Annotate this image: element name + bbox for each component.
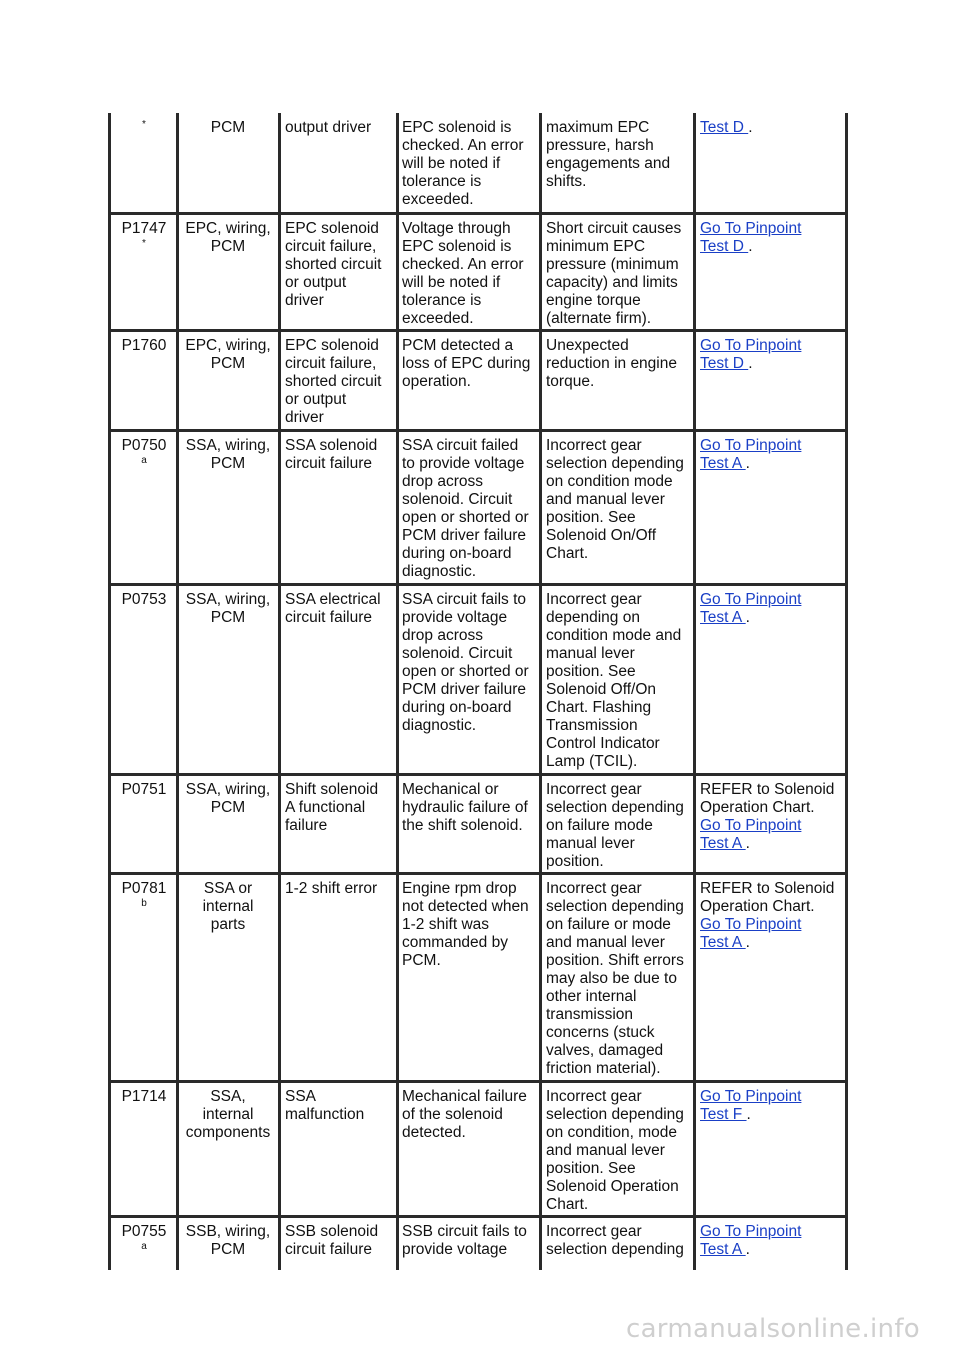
symptom-cell: Incorrect gear selection depending on condition mode and manual lever position. See Solenoid On/Off Chart.	[546, 437, 684, 562]
action-text: REFER to Solenoid Operation Chart.	[700, 781, 835, 816]
grid-vline	[539, 113, 542, 1270]
dtc-code-cell: P1747 *	[112, 220, 176, 250]
condition-cell: 1-2 shift error	[285, 880, 378, 897]
condition-cell: EPC solenoid circuit failure, shorted circuit or output driver	[285, 220, 382, 309]
condition-cell: output driver	[285, 119, 372, 136]
action-text: REFER to Solenoid Operation Chart.	[700, 880, 835, 915]
action-cell: Go To Pinpoint Test D .	[700, 220, 802, 255]
pinpoint-test-link[interactable]: Test D	[700, 355, 749, 372]
pinpoint-link[interactable]: Go To Pinpoint	[700, 337, 802, 354]
footnote-marker: b	[141, 898, 147, 909]
grid-vline	[693, 113, 696, 1270]
description-cell: Voltage through EPC solenoid is checked. An error will be noted if tolerance is exceeded.	[402, 220, 524, 327]
action-cell: Go To Pinpoint Test A .	[700, 1223, 802, 1258]
pinpoint-link[interactable]: Go To Pinpoint	[700, 916, 802, 933]
grid-hline	[108, 429, 848, 432]
footnote-marker: a	[141, 455, 147, 466]
component-cell: SSB, wiring, PCM	[185, 1223, 271, 1258]
description-cell: Mechanical failure of the solenoid detected.	[402, 1088, 527, 1141]
watermark: carmanualsonline.info	[625, 1314, 920, 1344]
component-cell: SSA, internal components	[185, 1088, 271, 1141]
pinpoint-test-link[interactable]: Test A	[700, 455, 746, 472]
pinpoint-test-link[interactable]: Test A	[700, 934, 746, 951]
description-cell: SSA circuit fails to provide voltage drop across solenoid. Circuit open or shorted or PCM driver failure during on-board diagnostic.	[402, 591, 529, 734]
dtc-code-cell: P0753	[121, 591, 167, 608]
component-cell: SSA, wiring, PCM	[185, 781, 271, 816]
dtc-code-cell: P0751	[121, 781, 167, 798]
pinpoint-link[interactable]: Go To Pinpoint	[700, 591, 802, 608]
action-cell: Go To Pinpoint Test A .	[700, 437, 802, 472]
action-cell: Go To Pinpoint Test A .	[700, 591, 802, 626]
pinpoint-test-link[interactable]: Test D	[700, 119, 749, 136]
action-cell: Go To Pinpoint Test F .	[700, 1088, 802, 1123]
dtc-code-cell: P0750 a	[112, 437, 176, 467]
dtc-code-cell: P1760	[121, 337, 167, 354]
dtc-code-cell: P0781 b	[112, 880, 176, 910]
pinpoint-link[interactable]: Go To Pinpoint	[700, 1223, 802, 1240]
grid-hline	[108, 583, 848, 586]
grid-hline	[108, 212, 848, 215]
pinpoint-link[interactable]: Go To Pinpoint	[700, 220, 802, 237]
component-cell: SSA, wiring, PCM	[185, 437, 271, 472]
pinpoint-test-link[interactable]: Test A	[700, 1241, 746, 1258]
condition-cell: SSA malfunction	[285, 1088, 365, 1123]
grid-vline	[278, 113, 281, 1270]
action-cell: REFER to Solenoid Operation Chart. Go To Pinpoint Test A .	[700, 781, 835, 852]
footnote-marker: *	[142, 119, 146, 130]
condition-cell: EPC solenoid circuit failure, shorted circuit or output driver	[285, 337, 382, 426]
symptom-cell: Incorrect gear selection depending on failure or mode and manual lever position. Shift errors may also be due to other internal transmission concerns (stuck valves, damaged friction material).	[546, 880, 684, 1077]
action-cell: Test D .	[700, 119, 753, 136]
symptom-cell: Incorrect gear depending on condition mode and manual lever position. See Solenoid Off/On Chart. Flashing Transmission Control Indicator Lamp (TCIL).	[546, 591, 682, 770]
dtc-code-cell	[112, 119, 176, 131]
description-cell: SSB circuit fails to provide voltage	[402, 1223, 527, 1258]
grid-hline	[108, 1215, 848, 1218]
symptom-cell: maximum EPC pressure, harsh engagements and shifts.	[546, 119, 671, 190]
pinpoint-test-link[interactable]: Test A	[700, 835, 746, 852]
pinpoint-test-link[interactable]: Test F	[700, 1106, 747, 1123]
grid-vline	[845, 113, 848, 1270]
action-cell: REFER to Solenoid Operation Chart. Go To Pinpoint Test A .	[700, 880, 835, 951]
grid-vline	[176, 113, 179, 1270]
grid-hline	[108, 773, 848, 776]
grid-vline	[396, 113, 399, 1270]
grid-hline	[108, 872, 848, 875]
footnote-marker: a	[141, 1241, 147, 1252]
grid-hline	[108, 1080, 848, 1083]
description-cell: Engine rpm drop not detected when 1-2 shift was commanded by PCM.	[402, 880, 529, 969]
dtc-code-cell: P1714	[121, 1088, 167, 1105]
condition-cell: Shift solenoid A functional failure	[285, 781, 379, 834]
description-cell: PCM detected a loss of EPC during operation.	[402, 337, 531, 390]
action-cell: Go To Pinpoint Test D .	[700, 337, 802, 372]
description-cell: EPC solenoid is checked. An error will be noted if tolerance is exceeded.	[402, 119, 524, 208]
component-cell: EPC, wiring, PCM	[185, 337, 271, 372]
grid-vline	[108, 113, 111, 1270]
pinpoint-test-link[interactable]: Test D	[700, 238, 749, 255]
grid-hline	[108, 329, 848, 332]
condition-cell: SSA solenoid circuit failure	[285, 437, 378, 472]
symptom-cell: Incorrect gear selection depending on condition, mode and manual lever position. See Solenoid Operation Chart.	[546, 1088, 684, 1213]
component-cell: SSA or internal parts	[202, 880, 254, 933]
symptom-cell: Incorrect gear selection depending	[546, 1223, 684, 1258]
description-cell: SSA circuit failed to provide voltage drop across solenoid. Circuit open or shorted or PCM driver failure during on-board diagnostic.	[402, 437, 529, 580]
component-cell: SSA, wiring, PCM	[185, 591, 271, 626]
pinpoint-link[interactable]: Go To Pinpoint	[700, 437, 802, 454]
pinpoint-link[interactable]: Go To Pinpoint	[700, 1088, 802, 1105]
description-cell: Mechanical or hydraulic failure of the shift solenoid.	[402, 781, 528, 834]
pinpoint-test-link[interactable]: Test A	[700, 609, 746, 626]
footnote-marker: *	[142, 238, 146, 249]
symptom-cell: Incorrect gear selection depending on failure mode manual lever position.	[546, 781, 684, 870]
component-cell: PCM	[210, 119, 246, 136]
condition-cell: SSB solenoid circuit failure	[285, 1223, 379, 1258]
symptom-cell: Unexpected reduction in engine torque.	[546, 337, 677, 390]
dtc-code-cell: P0755 a	[112, 1223, 176, 1253]
condition-cell: SSA electrical circuit failure	[285, 591, 381, 626]
pinpoint-link[interactable]: Go To Pinpoint	[700, 817, 802, 834]
symptom-cell: Short circuit causes minimum EPC pressure (minimum capacity) and limits engine torque (alternate firm).	[546, 220, 682, 327]
component-cell: EPC, wiring, PCM	[185, 220, 271, 255]
